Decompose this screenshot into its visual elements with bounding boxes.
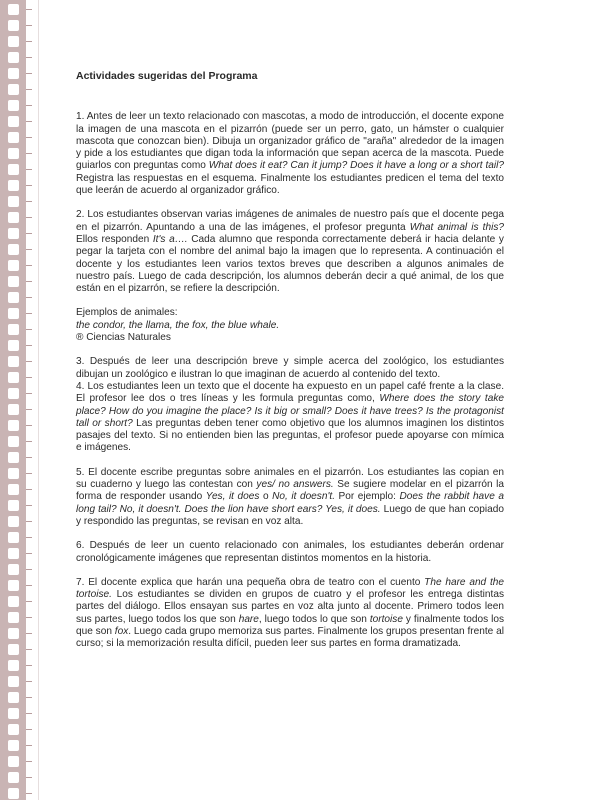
strip-perforation xyxy=(8,340,19,351)
strip-notch xyxy=(26,377,32,378)
strip-perforation xyxy=(8,676,19,687)
italic-text: The hare and the tortoise. xyxy=(76,576,504,601)
italic-text: What animal is this? xyxy=(409,221,504,233)
strip-perforation xyxy=(8,436,19,447)
strip-perforation xyxy=(8,500,19,511)
strip-perforation xyxy=(8,212,19,223)
text: 2. Los estudiantes observan varias imágenes de animales de nuestro país que el docente pega en el pizarrón. Apuntando a una de las imágenes, el profesor pregunta xyxy=(76,209,504,233)
strip-perforation xyxy=(8,612,19,623)
strip-notch xyxy=(26,297,32,298)
strip-perforation xyxy=(8,788,19,799)
strip-perforation xyxy=(8,468,19,479)
strip-perforation xyxy=(8,516,19,527)
italic-text: yes/ no answers. xyxy=(256,479,334,491)
strip-notch xyxy=(26,41,32,42)
text: 5. El docente escribe preguntas sobre animales en el pizarrón. Los estudiantes las copian en su cuaderno y luego las contestan con xyxy=(76,466,504,491)
strip-perforation xyxy=(8,164,19,175)
strip-perforation xyxy=(8,660,19,671)
text: Ellos responden xyxy=(76,233,153,245)
strip-notch xyxy=(26,553,32,554)
strip-perforation xyxy=(8,644,19,655)
strip-notch xyxy=(26,73,32,74)
strip-perforation xyxy=(8,324,19,335)
strip-perforation xyxy=(8,580,19,591)
strip-notch xyxy=(26,665,32,666)
strip-notch xyxy=(26,489,32,490)
paragraph-5 xyxy=(76,467,504,528)
paragraph-1 xyxy=(76,111,504,197)
strip-perforation xyxy=(8,132,19,143)
strip-notch xyxy=(26,233,32,234)
strip-perforation xyxy=(8,356,19,367)
strip-notch xyxy=(26,185,32,186)
strip-perforation xyxy=(8,36,19,47)
strip-notch xyxy=(26,649,32,650)
italic-text: No, it doesn't. xyxy=(272,491,335,503)
strip-perforation xyxy=(8,228,19,239)
strip-notch xyxy=(26,313,32,314)
strip-notch xyxy=(26,457,32,458)
strip-perforation xyxy=(8,740,19,751)
strip-perforation xyxy=(8,628,19,639)
strip-notch xyxy=(26,153,32,154)
paragraph-6: 6. Después de leer un cuento relacionado con animales, los estudiantes deberán ordenar cronológicamente imágenes que representan distintos momentos en la historia. xyxy=(76,540,504,564)
strip-notch xyxy=(26,393,32,394)
text: o xyxy=(259,491,273,503)
strip-perforation xyxy=(8,308,19,319)
italic-text: Does the rabbit have a long tail? No, it doesn't. Does the lion have short ears? Yes, it does. xyxy=(76,491,504,515)
strip-perforation xyxy=(8,292,19,303)
text: . Luego cada grupo memoriza sus partes. Finalmente los grupos presentan frente al curso; si la memorización resulta difícil, pueden leer sus partes en forma dramatizada. xyxy=(76,625,504,650)
strip-perforation xyxy=(8,52,19,63)
strip-notch xyxy=(26,633,32,634)
strip-perforation xyxy=(8,84,19,95)
italic-text: hare xyxy=(238,613,259,625)
text: Las preguntas deben tener como objetivo que los alumnos imaginen los distintos pasajes del texto. Si no entienden bien las preguntas, el profesor puede apoyarse con mímica e imágenes. xyxy=(76,417,504,454)
strip-notch xyxy=(26,425,32,426)
strip-perforation xyxy=(8,404,19,415)
strip-perforation xyxy=(8,68,19,79)
strip-notch xyxy=(26,617,32,618)
text: , luego todos lo que son xyxy=(258,613,370,625)
strip-perforation xyxy=(8,244,19,255)
text: Se sugiere modelar en el pizarrón la forma de responder usando xyxy=(76,479,504,503)
strip-perforation xyxy=(8,20,19,31)
strip-notch xyxy=(26,777,32,778)
strip-notch xyxy=(26,169,32,170)
strip-notch xyxy=(26,265,32,266)
strip-notch xyxy=(26,217,32,218)
decorative-left-strip xyxy=(0,0,39,800)
strip-notch xyxy=(26,329,32,330)
examples-list xyxy=(76,320,504,332)
strip-notch xyxy=(26,473,32,474)
strip-notch xyxy=(26,345,32,346)
text: Luego de que han copiado y respondido las preguntas, se revisan en voz alta. xyxy=(76,503,504,527)
paragraph-4 xyxy=(76,381,504,455)
strip-notch xyxy=(26,537,32,538)
text: Cada alumno que responda correctamente deberá ir hacia delante y pegar la tarjeta con el nombre del animal bajo la imagen que lo representa. A continuación el docente y los estudiantes leen varios textos breves que describen a algunos animales de nuestro país. Luego de cada descripción, los alumnos deberán decir a qué animal, de los que están en el pizarrón, se refiere la descripción. xyxy=(76,233,504,295)
strip-perforation xyxy=(8,452,19,463)
strip-perforation xyxy=(8,388,19,399)
strip-perforation xyxy=(8,724,19,735)
strip-notch xyxy=(26,25,32,26)
page-title: Actividades sugeridas del Programa xyxy=(76,70,258,82)
strip-notch xyxy=(26,89,32,90)
strip-perforation xyxy=(8,756,19,767)
strip-perforation xyxy=(8,420,19,431)
strip-perforation xyxy=(8,148,19,159)
strip-perforation xyxy=(8,708,19,719)
strip-notch xyxy=(26,681,32,682)
italic-text: fox xyxy=(114,625,129,637)
italic-text: Where does the story take place? How do you imagine the place? Is it big or small? Does it have trees? Is the protagonist tall or short? xyxy=(76,393,504,429)
italic-text: What does it eat? Can it jump? Does it have a long or a short tail? xyxy=(208,160,504,172)
paragraph-3: 3. Después de leer una descripción breve y simple acerca del zoológico, los estudiantes dibujan un zoológico e ilustran lo que imaginan de acuerdo al contenido del texto. xyxy=(76,356,504,380)
strip-perforation xyxy=(8,596,19,607)
text: Por ejemplo: xyxy=(335,491,400,503)
strip-notch xyxy=(26,105,32,106)
strip-perforation xyxy=(8,532,19,543)
strip-notch xyxy=(26,249,32,250)
strip-perforation xyxy=(8,564,19,575)
text: Registra las respuestas en el esquema. Finalmente los estudiantes predicen el tema del texto que leerán de acuerdo al organizador gráfico. xyxy=(76,172,504,197)
text: y finalmente todos los que son xyxy=(76,613,505,637)
strip-perforation xyxy=(8,116,19,127)
strip-notch xyxy=(26,521,32,522)
strip-perforation xyxy=(8,484,19,495)
text: Los estudiantes se dividen en grupos de cuatro y el profesor les entrega distintas partes del diálogo. Ellos ensayan sus partes en voz alta junto al docente. Primero todos leen sus partes, luego todos los que son xyxy=(76,589,504,625)
strip-notch xyxy=(26,569,32,570)
strip-notch xyxy=(26,601,32,602)
strip-notch xyxy=(26,361,32,362)
text: 7. El docente explica que harán una pequeña obra de teatro con el cuento xyxy=(76,576,425,588)
strip-notch xyxy=(26,121,32,122)
paragraph-7 xyxy=(76,577,504,651)
strip-notch xyxy=(26,57,32,58)
strip-perforation xyxy=(8,100,19,111)
strip-notch xyxy=(26,441,32,442)
strip-perforation xyxy=(8,180,19,191)
italic-text: the condor, the llama, the fox, the blue whale. xyxy=(76,319,280,331)
italic-text: tortoise xyxy=(369,613,403,625)
strip-notch xyxy=(26,409,32,410)
strip-notch xyxy=(26,281,32,282)
strip-perforation xyxy=(8,692,19,703)
animal-examples xyxy=(76,307,504,344)
strip-notch xyxy=(26,697,32,698)
strip-notch xyxy=(26,793,32,794)
italic-text: Yes, it does xyxy=(205,491,260,503)
strip-perforation xyxy=(8,372,19,383)
strip-notch xyxy=(26,9,32,10)
italic-text: It's a…. xyxy=(152,233,188,245)
strip-perforation xyxy=(8,276,19,287)
strip-notch xyxy=(26,585,32,586)
examples-label: Ejemplos de animales: xyxy=(76,307,178,319)
strip-perforation xyxy=(8,4,19,15)
strip-notch xyxy=(26,745,32,746)
document-body xyxy=(76,70,504,663)
strip-notch xyxy=(26,713,32,714)
strip-notch xyxy=(26,505,32,506)
strip-notch xyxy=(26,729,32,730)
strip-notch xyxy=(26,761,32,762)
strip-perforation xyxy=(8,772,19,783)
paragraph-2 xyxy=(76,209,504,295)
strip-notch xyxy=(26,137,32,138)
text: 1. Antes de leer un texto relacionado con mascotas, a modo de introducción, el docente expone la imagen de una mascota en el pizarrón (puede ser un perro, gato, un hámster o cualquier mascota que conozcan bien). Dibuja un organizador gráfico de "araña" alrededor de la imagen y pide a los estudiantes que digan toda la información que sepan acerca de la mascota. Puede guiarlos con preguntas como xyxy=(76,111,504,172)
strip-perforation xyxy=(8,260,19,271)
cross-reference-link: ® Ciencias Naturales xyxy=(76,332,171,344)
strip-perforation xyxy=(8,548,19,559)
text: 4. Los estudiantes leen un texto que el docente ha expuesto en un papel café frente a la clase. El profesor lee dos o tres líneas y les formula preguntas como, xyxy=(76,380,504,405)
strip-notch xyxy=(26,201,32,202)
strip-perforation xyxy=(8,196,19,207)
